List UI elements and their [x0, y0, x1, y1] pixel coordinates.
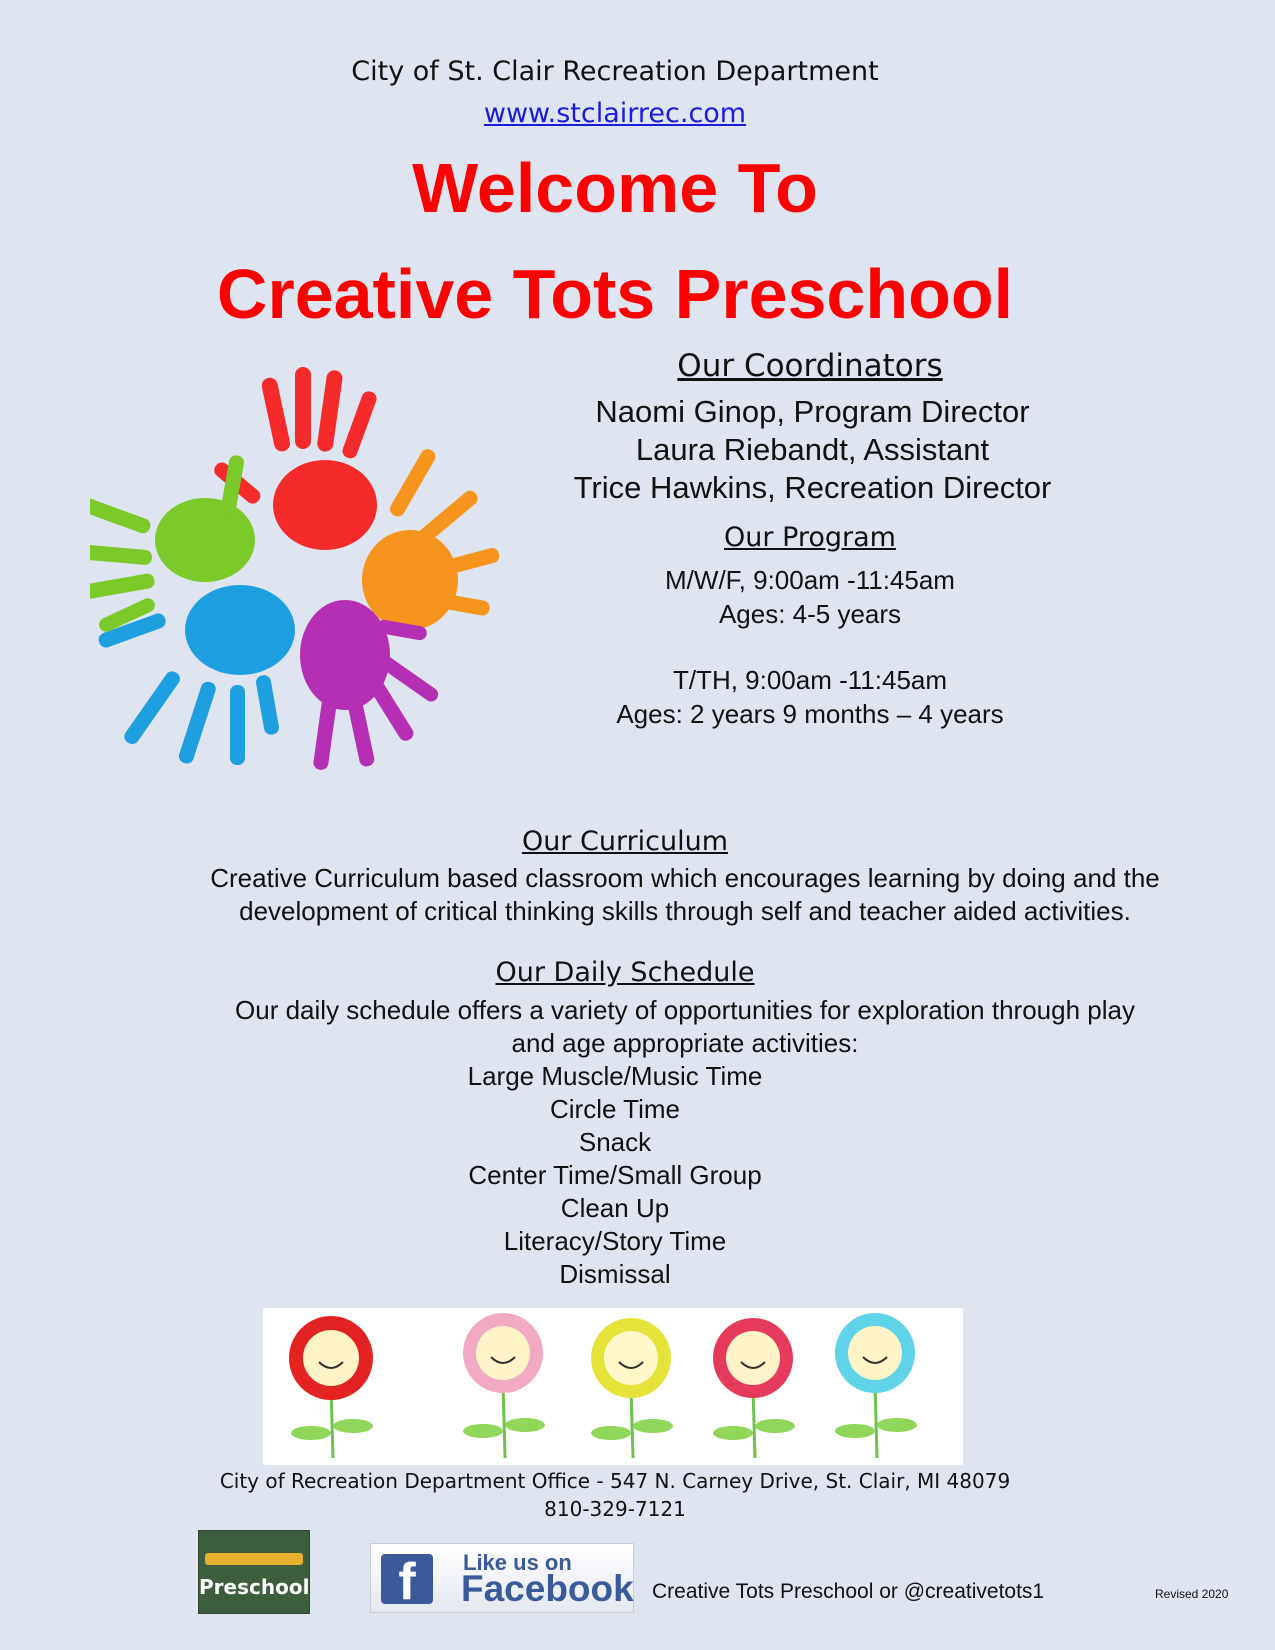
schedule-heading: Our Daily Schedule: [495, 957, 755, 988]
schedule-item: Center Time/Small Group: [468, 1160, 762, 1190]
schedule-item: Dismissal: [559, 1259, 671, 1289]
coordinator-item: Naomi Ginop, Program Director: [595, 394, 1030, 429]
schedule-intro-line: and age appropriate activities:: [511, 1028, 859, 1058]
yellow-flower-icon: [591, 1318, 673, 1458]
facebook-like-button[interactable]: [370, 1543, 634, 1613]
program-heading: Our Program: [724, 522, 896, 553]
coordinators-heading: Our Coordinators: [677, 348, 943, 384]
cyan-flower-icon: [835, 1313, 917, 1458]
crimson-flower-icon: [713, 1318, 795, 1458]
curriculum-heading: Our Curriculum: [521, 826, 729, 857]
revised-date: Revised 2020: [1155, 1587, 1229, 1601]
preschool-logo: [198, 1530, 310, 1614]
office-address: City of Recreation Department Office - 547 N. Carney Drive, St. Clair, MI 48079: [219, 1469, 1011, 1493]
program-details: [555, 563, 1065, 731]
school-title: Creative Tots Preschool: [216, 255, 1014, 333]
session1-days: M/W/F, 9:00am -11:45am: [665, 565, 955, 595]
website-link[interactable]: www.stclairrec.com: [483, 98, 747, 129]
logo-name: Preschool: [199, 1575, 310, 1599]
curriculum-line: development of critical thinking skills through self and teacher aided activities.: [239, 896, 1131, 926]
welcome-title: Welcome To: [412, 149, 818, 227]
schedule-item: Circle Time: [549, 1094, 680, 1124]
schedule-item: Literacy/Story Time: [503, 1226, 727, 1256]
session1-ages: Ages: 4-5 years: [718, 599, 902, 629]
schedule-item: Clean Up: [560, 1193, 670, 1223]
schedule-item: Large Muscle/Music Time: [467, 1061, 763, 1091]
red-flower-icon: [289, 1316, 373, 1458]
colorful-hands-illustration: [90, 365, 540, 805]
coordinators-list: [525, 393, 1100, 507]
coordinator-item: Trice Hawkins, Recreation Director: [573, 470, 1052, 505]
logo-band-decoration: [205, 1553, 303, 1565]
facebook-icon: f: [381, 1554, 433, 1604]
social-handle: Creative Tots Preschool or @creativetots1: [652, 1580, 1045, 1603]
department-name: City of St. Clair Recreation Department: [351, 56, 879, 87]
pink-flower-icon: [463, 1313, 545, 1458]
session2-days: T/TH, 9:00am -11:45am: [672, 665, 948, 695]
schedule-item: Snack: [578, 1127, 652, 1157]
orange-hand-icon: [362, 447, 501, 630]
facebook-like-label: Like us on: [463, 1550, 572, 1575]
curriculum-description: [135, 862, 1235, 928]
flowers-banner: [263, 1308, 963, 1465]
curriculum-line: Creative Curriculum based classroom which encourages learning by doing and the: [210, 863, 1160, 893]
schedule-intro: [135, 994, 1235, 1060]
coordinator-item: Laura Riebandt, Assistant: [635, 432, 990, 467]
schedule-intro-line: Our daily schedule offers a variety of opportunities for exploration through play: [235, 995, 1135, 1025]
schedule-list: [310, 1060, 920, 1291]
office-phone: 810-329-7121: [544, 1497, 686, 1521]
facebook-name-label: Facebook: [461, 1568, 634, 1609]
session2-ages: Ages: 2 years 9 months – 4 years: [616, 699, 1004, 729]
